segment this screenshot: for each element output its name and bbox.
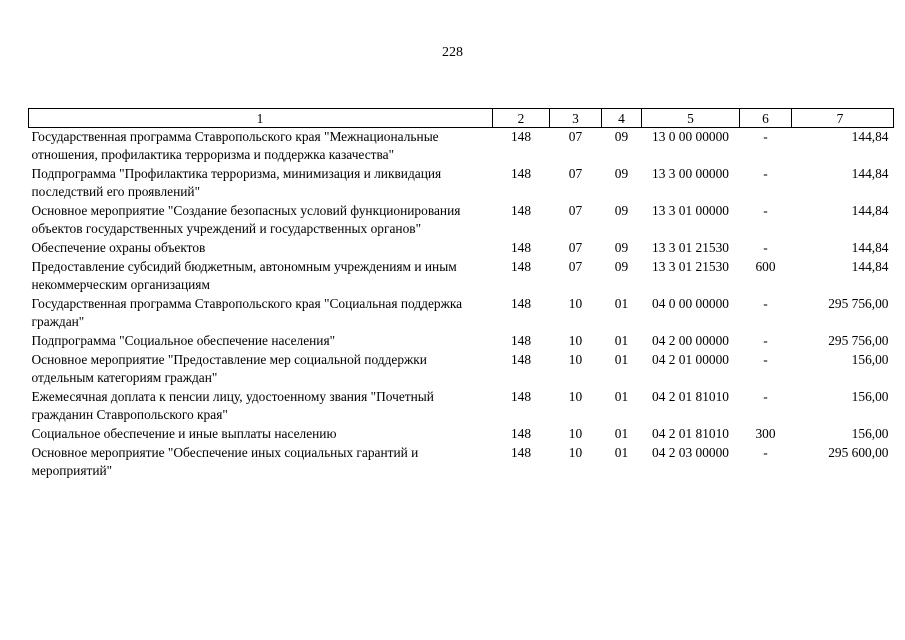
- row-subsection-cell: 01: [614, 445, 629, 460]
- row-section-cell: 10: [568, 296, 583, 311]
- row-ved-cell: 148: [510, 352, 532, 367]
- row-name-cell: Социальное обеспечение и иные выплаты населению: [31, 426, 337, 441]
- table-row: [29, 202, 894, 239]
- row-amount-cell: 144,84: [851, 203, 889, 218]
- row-expense-type-cell: 300: [755, 426, 776, 441]
- column-header: 2: [493, 109, 550, 128]
- row-target-article-cell: 13 3 01 21530: [652, 259, 729, 274]
- row-target-article-cell: 13 3 00 00000: [652, 166, 729, 181]
- row-expense-type-cell: -: [763, 240, 768, 255]
- row-subsection-cell: 09: [614, 240, 629, 255]
- row-ved-cell: 148: [510, 259, 532, 274]
- table-row: [29, 388, 894, 425]
- table-row: [29, 239, 894, 258]
- row-name-cell: Предоставление субсидий бюджетным, автономным учреждениям и иным некоммерческим организациям: [31, 259, 457, 292]
- row-section-cell: 07: [568, 240, 583, 255]
- row-name-cell: Ежемесячная доплата к пенсии лицу, удостоенному звания "Почетный гражданин Ставропольского края": [31, 389, 434, 422]
- row-subsection-cell: 09: [614, 129, 629, 144]
- row-target-article-cell: 04 2 01 81010: [652, 389, 729, 404]
- row-expense-type-cell: -: [763, 333, 768, 348]
- row-name-cell: Основное мероприятие "Предоставление мер социальной поддержки отдельным категориям граждан": [31, 352, 427, 385]
- row-ved-cell: 148: [510, 445, 532, 460]
- row-section-cell: 10: [568, 445, 583, 460]
- table-row: [29, 165, 894, 202]
- row-amount-cell: 156,00: [851, 352, 889, 367]
- row-section-cell: 10: [568, 426, 583, 441]
- row-amount-cell: 295 756,00: [828, 296, 889, 311]
- row-subsection-cell: 01: [614, 426, 629, 441]
- row-expense-type-cell: 600: [755, 259, 776, 274]
- row-ved-cell: 148: [510, 129, 532, 144]
- row-ved-cell: 148: [510, 203, 532, 218]
- row-section-cell: 07: [568, 259, 583, 274]
- row-subsection-cell: 09: [614, 203, 629, 218]
- column-header: 4: [602, 109, 642, 128]
- row-section-cell: 10: [568, 352, 583, 367]
- column-header: 6: [740, 109, 792, 128]
- row-subsection-cell: 01: [614, 352, 629, 367]
- row-target-article-cell: 04 2 03 00000: [652, 445, 729, 460]
- row-section-cell: 07: [568, 129, 583, 144]
- column-header: 7: [792, 109, 894, 128]
- row-section-cell: 10: [568, 389, 583, 404]
- row-section-cell: 10: [568, 333, 583, 348]
- row-ved-cell: 148: [510, 166, 532, 181]
- row-amount-cell: 156,00: [851, 426, 889, 441]
- row-ved-cell: 148: [510, 240, 532, 255]
- row-subsection-cell: 01: [614, 296, 629, 311]
- row-amount-cell: 295 756,00: [828, 333, 889, 348]
- column-header: 5: [642, 109, 740, 128]
- row-expense-type-cell: -: [763, 166, 768, 181]
- row-name-cell: Подпрограмма "Профилактика терроризма, минимизация и ликвидация последствий его проявлений": [31, 166, 442, 199]
- row-name-cell: Государственная программа Ставропольского края "Межнациональные отношения, профилактика терроризма и поддержка казачества": [31, 129, 439, 162]
- table-row: [29, 332, 894, 351]
- row-expense-type-cell: -: [763, 296, 768, 311]
- row-name-cell: Обеспечение охраны объектов: [31, 240, 206, 255]
- row-ved-cell: 148: [510, 389, 532, 404]
- row-section-cell: 07: [568, 166, 583, 181]
- table-row: [29, 258, 894, 295]
- row-ved-cell: 148: [510, 333, 532, 348]
- row-target-article-cell: 04 2 01 00000: [652, 352, 729, 367]
- row-section-cell: 07: [568, 203, 583, 218]
- table-row: [29, 128, 894, 166]
- column-header: 3: [550, 109, 602, 128]
- row-target-article-cell: 04 2 00 00000: [652, 333, 729, 348]
- row-target-article-cell: 13 3 01 00000: [652, 203, 729, 218]
- table-row: [29, 425, 894, 444]
- row-subsection-cell: 09: [614, 259, 629, 274]
- row-amount-cell: 144,84: [851, 166, 889, 181]
- row-expense-type-cell: -: [763, 129, 768, 144]
- row-amount-cell: 144,84: [851, 240, 889, 255]
- row-target-article-cell: 04 2 01 81010: [652, 426, 729, 441]
- table-header-row: [29, 109, 894, 128]
- row-name-cell: Основное мероприятие "Обеспечение иных социальных гарантий и мероприятий": [31, 445, 419, 478]
- row-amount-cell: 295 600,00: [828, 445, 889, 460]
- table-body: [29, 128, 894, 482]
- row-name-cell: Основное мероприятие "Создание безопасных условий функционирования объектов государственных учреждений и государственных органов": [31, 203, 461, 236]
- row-amount-cell: 156,00: [851, 389, 889, 404]
- row-amount-cell: 144,84: [851, 259, 889, 274]
- row-subsection-cell: 09: [614, 166, 629, 181]
- row-target-article-cell: 13 0 00 00000: [652, 129, 729, 144]
- budget-table: [28, 108, 894, 481]
- row-target-article-cell: 04 0 00 00000: [652, 296, 729, 311]
- row-expense-type-cell: -: [763, 445, 768, 460]
- row-amount-cell: 144,84: [851, 129, 889, 144]
- row-expense-type-cell: -: [763, 352, 768, 367]
- row-ved-cell: 148: [510, 296, 532, 311]
- table-row: [29, 351, 894, 388]
- row-ved-cell: 148: [510, 426, 532, 441]
- row-name-cell: Подпрограмма "Социальное обеспечение населения": [31, 333, 336, 348]
- table-row: [29, 444, 894, 481]
- table-row: [29, 295, 894, 332]
- row-name-cell: Государственная программа Ставропольского края "Социальная поддержка граждан": [31, 296, 463, 329]
- row-subsection-cell: 01: [614, 389, 629, 404]
- row-expense-type-cell: -: [763, 389, 768, 404]
- row-expense-type-cell: -: [763, 203, 768, 218]
- row-subsection-cell: 01: [614, 333, 629, 348]
- column-header: 1: [29, 109, 493, 128]
- row-target-article-cell: 13 3 01 21530: [652, 240, 729, 255]
- page-number: 228: [442, 45, 463, 60]
